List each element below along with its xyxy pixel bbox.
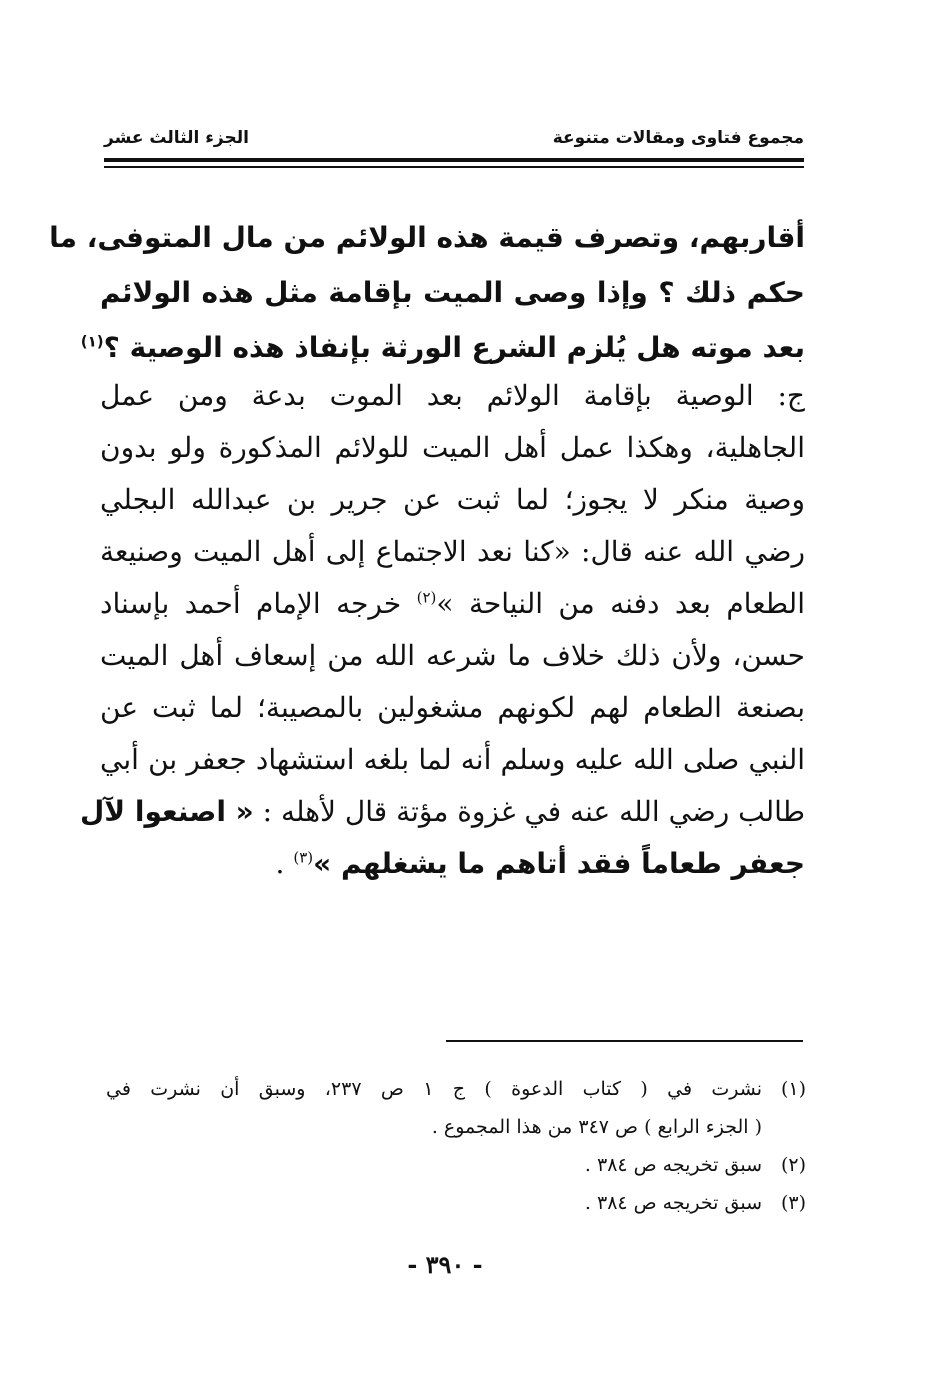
footnotes bbox=[106, 1070, 806, 1222]
footnote-line: ( الجزء الرابع ) ص ٣٤٧ من هذا المجموع . bbox=[431, 1116, 762, 1138]
footnote-text bbox=[106, 1070, 762, 1146]
question-line bbox=[80, 320, 805, 375]
footnote-number: (٢) bbox=[780, 1154, 806, 1176]
footnote-ref-2: (٢) bbox=[416, 588, 437, 607]
answer-line bbox=[79, 786, 805, 838]
answer-line: الجاهلية، وهكذا عمل أهل الميت للولائم المذكورة ولو بدون bbox=[100, 431, 805, 464]
hadith-quote: جعفر طعاماً فقد أتاهم ما يشغلهم » bbox=[313, 847, 805, 880]
header-rule-thin bbox=[104, 166, 804, 168]
footnote-item bbox=[106, 1184, 806, 1222]
footnote-line: نشرت في ( كتاب الدعوة ) ج ١ ص ٢٣٧، وسبق أن نشرت في bbox=[106, 1078, 762, 1100]
footnote-ref-1: (١) bbox=[80, 332, 104, 351]
footnote-text bbox=[106, 1146, 762, 1184]
answer-line bbox=[100, 838, 805, 890]
footnote-number: (٣) bbox=[780, 1192, 806, 1214]
footnote-item bbox=[106, 1070, 806, 1146]
footnote-number: (١) bbox=[780, 1078, 806, 1100]
answer-line-text: . bbox=[275, 847, 294, 880]
answer-line-text: خرجه الإمام أحمد بإسناد bbox=[100, 587, 417, 620]
answer-paragraph bbox=[79, 370, 805, 890]
volume-label: الجزء الثالث عشر bbox=[104, 128, 249, 148]
answer-line-text: طالب رضي الله عنه في غزوة مؤتة قال لأهله : bbox=[253, 795, 805, 828]
answer-line: وصية منكر لا يجوز؛ لما ثبت عن جرير بن عبدالله البجلي bbox=[100, 483, 805, 516]
answer-line-text: الطعام بعد دفنه من النياحة » bbox=[436, 587, 805, 620]
footnote-separator bbox=[446, 1040, 803, 1042]
footnote-item bbox=[106, 1146, 806, 1184]
answer-line: النبي صلى الله عليه وسلم أنه لما بلغه استشهاد جعفر بن أبي bbox=[100, 743, 805, 776]
question-line: أقاربهم، وتصرف قيمة هذه الولائم من مال المتوفى، ما bbox=[49, 221, 805, 254]
answer-line: ج: الوصية بإقامة الولائم بعد الموت بدعة ومن عمل bbox=[100, 379, 805, 412]
question-line-text: بعد موته هل يُلزم الشرع الورثة بإنفاذ هذه الوصية ؟ bbox=[103, 331, 805, 364]
footnote-text bbox=[106, 1184, 762, 1222]
answer-line: بصنعة الطعام لهم لكونهم مشغولين بالمصيبة؛ لما ثبت عن bbox=[100, 691, 805, 724]
book-title: مجموع فتاوى ومقالات متنوعة bbox=[552, 128, 804, 148]
hadith-quote: « اصنعوا لآل bbox=[79, 795, 254, 828]
question-line: حكم ذلك ؟ وإذا وصى الميت بإقامة مثل هذه الولائم bbox=[100, 276, 805, 309]
footnote-ref-3: (٣) bbox=[293, 848, 314, 867]
page-number: - ٣٩٠ - bbox=[407, 1250, 483, 1279]
answer-line: حسن، ولأن ذلك خلاف ما شرعه الله من إسعاف أهل الميت bbox=[100, 639, 805, 672]
footnote-line: سبق تخريجه ص ٣٨٤ . bbox=[584, 1154, 762, 1176]
answer-line bbox=[100, 578, 805, 630]
header-rule-thick bbox=[104, 158, 804, 162]
question-paragraph bbox=[49, 210, 805, 375]
answer-line: رضي الله عنه قال: «كنا نعد الاجتماع إلى أهل الميت وصنيعة bbox=[100, 535, 805, 568]
footnote-line: سبق تخريجه ص ٣٨٤ . bbox=[584, 1192, 762, 1214]
running-header bbox=[104, 124, 804, 152]
